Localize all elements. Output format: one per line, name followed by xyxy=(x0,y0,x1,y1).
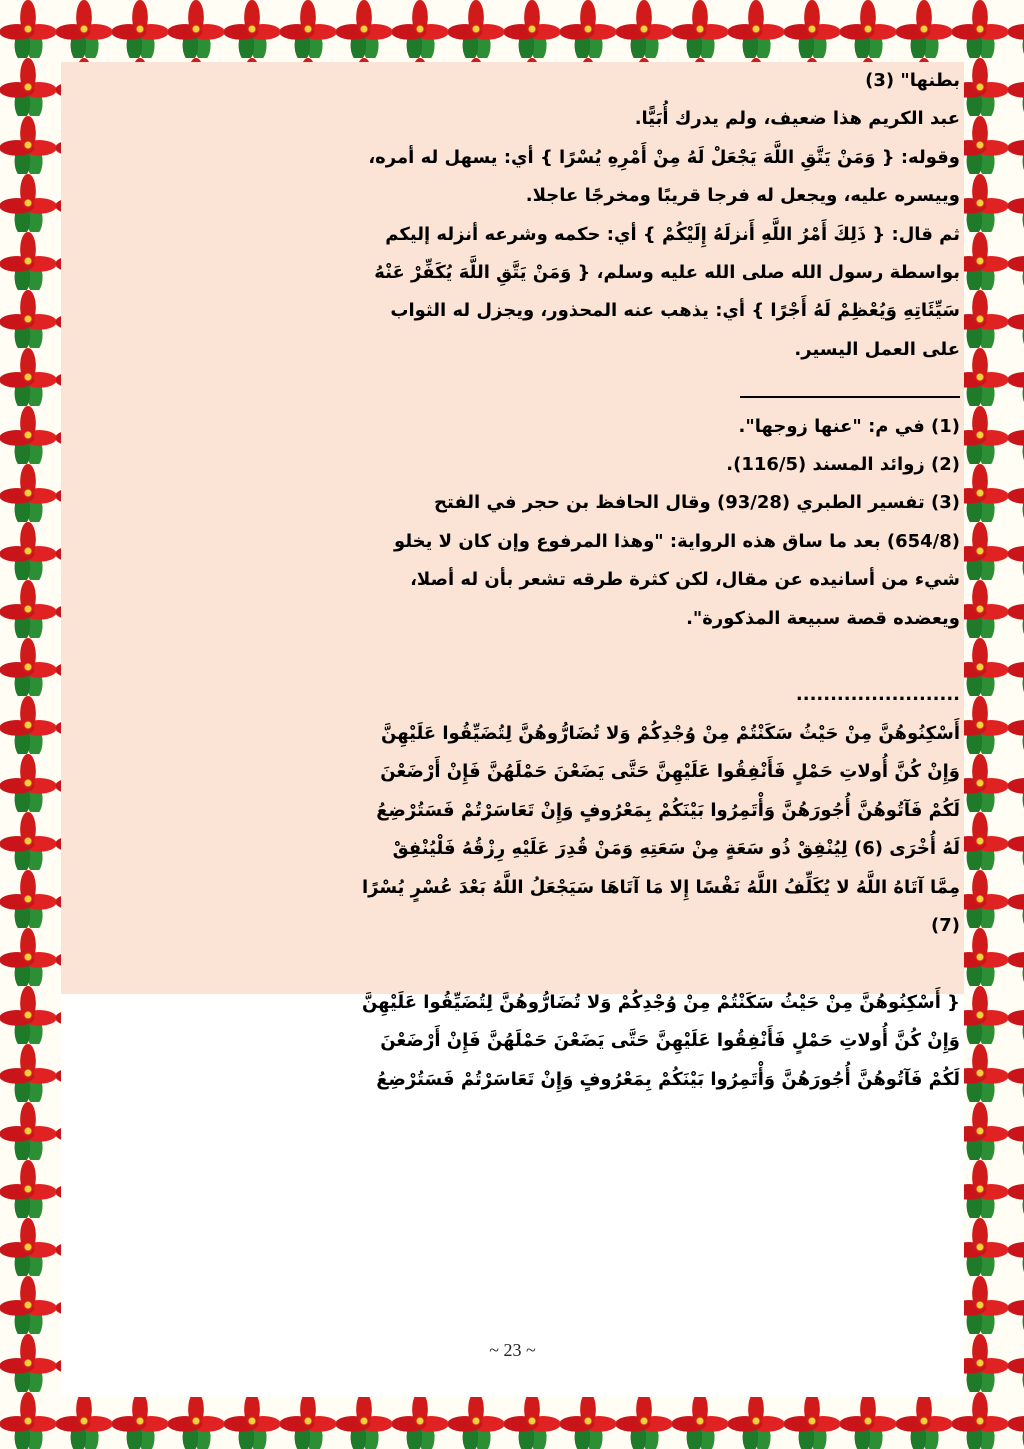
page-number: ~ 23 ~ xyxy=(489,1340,536,1360)
text-line: على العمل اليسير. xyxy=(794,338,960,360)
dotted-separator: ........................ xyxy=(795,684,960,706)
footnote-separator xyxy=(740,359,960,397)
verse-line: أَسْكِنُوهُنَّ مِنْ حَيْثُ سَكَنْتُمْ مِنْ وُجْدِكُمْ وَلا تُضَارُّوهُنَّ لِتُضَيِّقُوا عَلَيْهِنَّ xyxy=(381,722,960,744)
text-line: عبد الكريم هذا ضعيف، ولم يدرك أُبَيًّا. xyxy=(634,108,960,130)
verse-line: لَكُمْ فَآتُوهُنَّ أُجُورَهُنَّ وَأْتَمِرُوا بَيْنَكُمْ بِمَعْرُوفٍ وَإِنْ تَعَاسَرْتُمْ فَسَتُرْضِعُ xyxy=(376,799,960,821)
spacer xyxy=(61,945,964,983)
footnote-line: (3) تفسير الطبري (93/28) وقال الحافظ بن حجر في الفتح xyxy=(434,492,960,514)
text-line: وييسره عليه، ويجعل له فرجا قريبًا ومخرجًا عاجلا. xyxy=(525,185,960,207)
footnote-line: (654/8) بعد ما ساق هذه الرواية: "وهذا المرفوع وإن كان لا يخلو xyxy=(394,530,960,552)
verse-line: وَإِنْ كُنَّ أُولاتِ حَمْلٍ فَأَنْفِقُوا عَلَيْهِنَّ حَتَّى يَضَعْنَ حَمْلَهُنَّ فَإِنْ أَرْضَعْنَ xyxy=(380,1030,960,1052)
verse-line: لَهُ أُخْرَى (6) لِيُنْفِقْ ذُو سَعَةٍ مِنْ سَعَتِهِ وَمَنْ قُدِرَ عَلَيْهِ رِزْقُهُ فَلْيُنْفِقْ xyxy=(392,838,960,860)
verse-line: وَإِنْ كُنَّ أُولاتِ حَمْلٍ فَأَنْفِقُوا عَلَيْهِنَّ حَتَّى يَضَعْنَ حَمْلَهُنَّ فَإِنْ أَرْضَعْنَ xyxy=(380,761,960,783)
text-line: بطنها" (3) xyxy=(865,70,960,91)
page-body-text xyxy=(61,62,964,1099)
text-line: سَيِّئَاتِهِ وَيُعْظِمْ لَهُ أَجْرًا } أي: يذهب عنه المحذور، ويجزل له الثواب xyxy=(390,300,960,322)
verse-number: (7) xyxy=(931,914,960,936)
footnote-line: شيء من أسانيده عن مقال، لكن كثرة طرقه تشعر بأن له أصلا، xyxy=(410,569,960,591)
footnote-line: (1) في م: "عنها زوجها". xyxy=(738,415,960,437)
spacer xyxy=(61,638,964,676)
text-line: وقوله: { وَمَنْ يَتَّقِ اللَّهَ يَجْعَلْ لَهُ مِنْ أَمْرِهِ يُسْرًا } أي: يسهل له أمره، xyxy=(368,146,960,168)
text-line: بواسطة رسول الله صلى الله عليه وسلم، { وَمَنْ يَتَّقِ اللَّهَ يُكَفِّرْ عَنْهُ xyxy=(374,262,960,284)
footnote-line: (2) زوائد المسند (116/5). xyxy=(726,454,960,476)
page xyxy=(61,62,964,1397)
verse-line: لَكُمْ فَآتُوهُنَّ أُجُورَهُنَّ وَأْتَمِرُوا بَيْنَكُمْ بِمَعْرُوفٍ وَإِنْ تَعَاسَرْتُمْ فَسَتُرْضِعُ xyxy=(376,1068,960,1090)
text-line: ثم قال: { ذَلِكَ أَمْرُ اللَّهِ أَنزلَهُ إِلَيْكُمْ } أي: حكمه وشرعه أنزله إليكم xyxy=(385,223,960,245)
verse-line: { أَسْكِنُوهُنَّ مِنْ حَيْثُ سَكَنْتُمْ مِنْ وُجْدِكُمْ وَلا تُضَارُّوهُنَّ لِتُضَيِّقُوا عَلَيْهِنَّ xyxy=(361,991,960,1013)
footnote-line: ويعضده قصة سبيعة المذكورة". xyxy=(686,607,960,629)
verse-line: مِمَّا آتَاهُ اللَّهُ لا يُكَلِّفُ اللَّهُ نَفْسًا إِلا مَا آتَاهَا سَيَجْعَلُ اللَّهُ بَعْدَ عُسْرٍ يُسْرًا xyxy=(361,876,960,898)
